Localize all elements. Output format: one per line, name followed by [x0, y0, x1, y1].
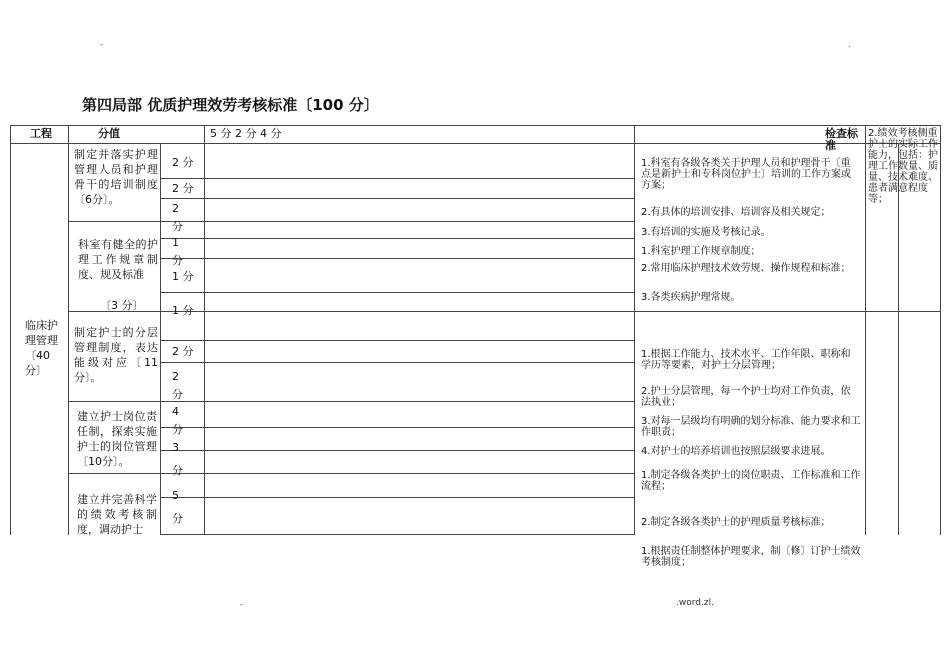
criterion: 3.各类疾病护理常规。	[641, 292, 741, 303]
page-mark-bottom-left: -	[240, 600, 243, 609]
row-line	[160, 497, 635, 498]
row-line	[160, 450, 635, 451]
table-right-border	[940, 125, 941, 535]
row-line	[68, 221, 635, 222]
row-line	[160, 427, 635, 428]
criterion: 1.制定各级各类护士的岗位职责、工作标准和工作流程；	[641, 470, 861, 492]
criterion: 1.根据责任制整体护理要求，制〔修〕订护士绩效考核制度；	[641, 546, 861, 568]
table-header-bottom	[10, 143, 940, 144]
row-line	[160, 238, 635, 239]
score-value: 2	[172, 202, 179, 215]
table-bottom-line	[160, 534, 635, 535]
criterion: 2.护士分层管理，每一个护士均对工作负责，依法执业；	[641, 386, 851, 408]
table-left-border	[10, 125, 11, 535]
criterion: 1.根据工作能力、技术水平、工作年限、职称和学历等要素，对护士分层管理；	[641, 349, 851, 371]
score-value: 分	[172, 512, 183, 525]
row-line	[160, 258, 635, 259]
item-post-responsibility: 建立护士岗位责任制，探索实施护士的岗位管理〔10分〕。	[77, 410, 157, 468]
row-line	[160, 362, 635, 363]
criterion: 1.科室有各级各类关于护理人员和护理骨干〔重点是新护士和专科岗位护士〕培训的工作方案或方案；	[641, 158, 851, 191]
score-value: 1 分	[172, 270, 194, 283]
col-divider-5	[865, 125, 866, 535]
page-mark-top-right: .	[848, 40, 851, 49]
criterion: 2.常用临床护理技术效劳规、操作规程和标准；	[641, 263, 851, 274]
row-line	[160, 292, 635, 293]
row-line	[68, 473, 635, 474]
score-value: 分	[172, 254, 183, 267]
header-check-standard: 检查标准	[825, 127, 858, 152]
item-performance-appraisal: 建立并完善科学的绩效考核制度，调动护士	[77, 493, 157, 536]
score-value: 分	[172, 464, 183, 477]
score-value: 分	[172, 220, 183, 233]
row-line	[68, 311, 940, 312]
item-training-system: 制定并落实护理管理人员和护理骨干的培训制度〔6分〕。	[74, 148, 158, 206]
row-line	[160, 178, 635, 179]
criterion: 3.对每一层级均有明确的划分标准、能力要求和工作职责；	[641, 416, 861, 438]
row-line	[160, 340, 635, 341]
footer-watermark: .word.zl.	[676, 598, 714, 608]
score-value: 2 分	[172, 345, 194, 358]
score-value: 1	[172, 236, 179, 249]
score-value: 2 分	[172, 156, 194, 169]
criterion: 4.对护士的培养培训也按照层级要求进展。	[641, 446, 831, 457]
row-line	[160, 198, 635, 199]
section-label: 临床护理管理〔40分〕	[25, 319, 58, 377]
table-top-border	[10, 125, 940, 126]
header-score: 分值	[98, 127, 120, 140]
header-project: 工程	[30, 127, 52, 140]
col-divider-2	[160, 143, 161, 535]
score-value: 分	[172, 388, 183, 401]
score-value: 5	[172, 489, 179, 502]
item-rules-system: 科室有健全的护理工作规章制度、规及标准	[78, 238, 158, 281]
score-value: 1 分	[172, 304, 194, 317]
row-line	[68, 401, 635, 402]
page-mark-top-left: -	[100, 40, 103, 49]
item-rules-score: 〔3 分〕	[100, 299, 144, 312]
score-value: 分	[172, 423, 183, 436]
criterion: 1.科室护理工作规章制度；	[641, 246, 761, 257]
criterion: 2.有具体的培训安排、培训容及相关规定；	[641, 207, 831, 218]
score-value: 4	[172, 405, 179, 418]
notes-text: 2.绩效考核侧重护士的实际工作能力，包括：护理工作数量、质量、技术难度、患者满意程度等；	[868, 128, 938, 205]
header-points: 5 分 2 分 4 分	[210, 127, 282, 140]
score-value: 3	[172, 441, 179, 454]
criterion: 3.有培训的实施及考核记录。	[641, 227, 771, 238]
item-tiered-management: 制定护士的分层管理制度，表达能级对应〔11分〕。	[74, 326, 158, 384]
criterion: 2.制定各级各类护士的护理质量考核标准；	[641, 517, 831, 528]
score-value: 2	[172, 370, 179, 383]
score-value: 2 分	[172, 182, 194, 195]
page-title: 第四局部 优质护理效劳考核标准〔100 分〕	[82, 96, 379, 114]
